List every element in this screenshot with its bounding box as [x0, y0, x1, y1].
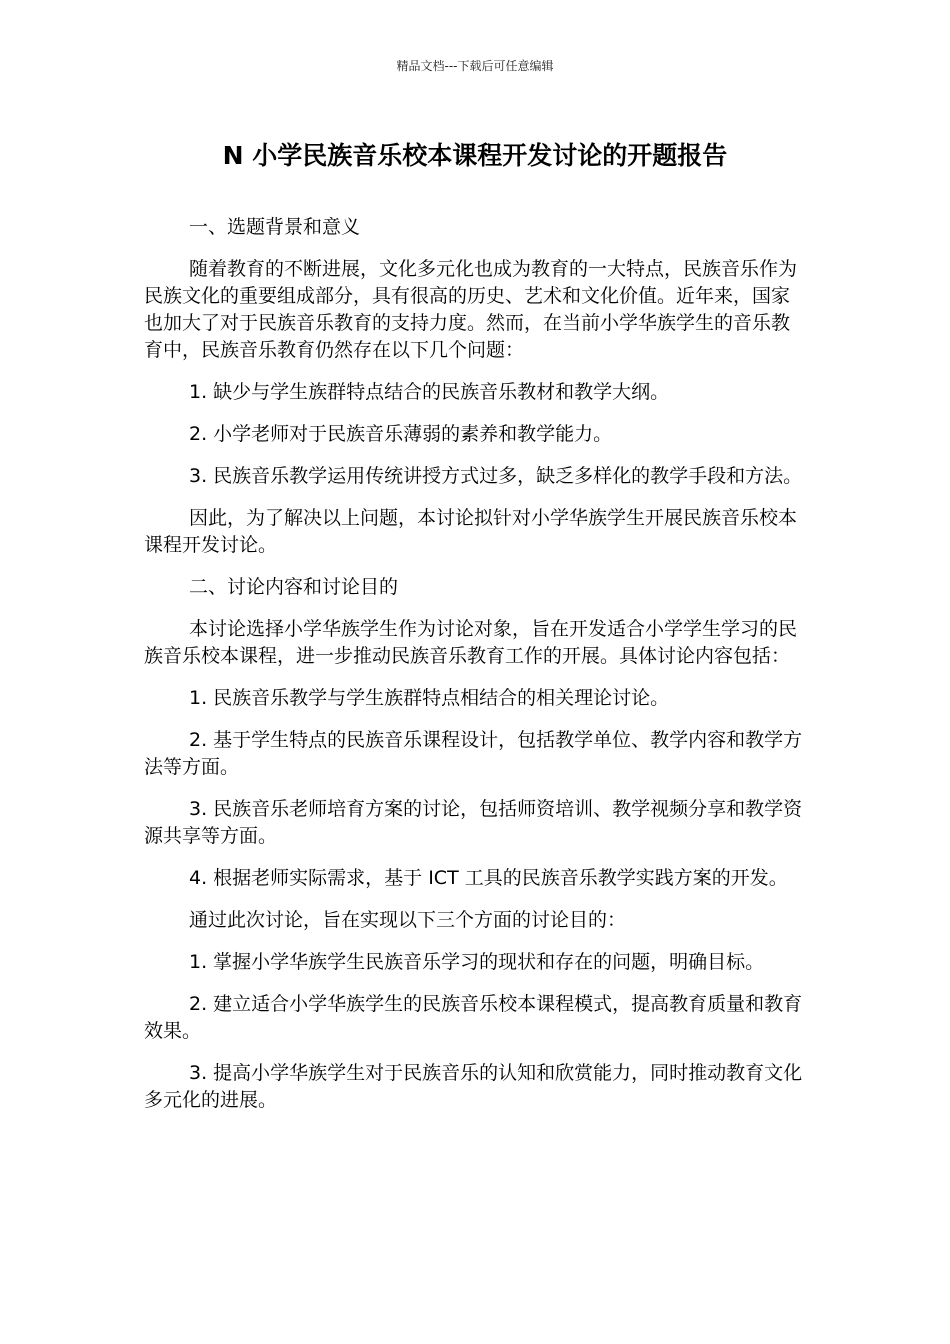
goal-item-3: 3. 提高小学华族学生对于民族音乐的认知和欣赏能力，同时推动教育文化多元化的进展。	[144, 1062, 803, 1111]
goal-item-1: 1. 掌握小学华族学生民族音乐学习的现状和存在的问题，明确目标。	[189, 951, 765, 973]
content-item-1: 1. 民族音乐教学与学生族群特点相结合的相关理论讨论。	[189, 687, 670, 709]
content-item-4: 4. 根据老师实际需求，基于 ICT 工具的民族音乐教学实践方案的开发。	[189, 867, 788, 889]
page-header: 精品文档---下载后可任意编辑	[396, 59, 554, 73]
problem-item-1: 1. 缺少与学生族群特点结合的民族音乐教材和教学大纲。	[189, 381, 670, 403]
paragraph-conclusion: 因此，为了解决以上问题，本讨论拟针对小学华族学生开展民族音乐校本课程开发讨论。	[144, 507, 798, 556]
paragraph-content-intro: 本讨论选择小学华族学生作为讨论对象，旨在开发适合小学学生学习的民族音乐校本课程，进一步推动民族音乐教育工作的开展。具体讨论内容包括：	[144, 618, 798, 667]
section-heading-background: 一、选题背景和意义	[189, 216, 361, 238]
section-heading-content: 二、讨论内容和讨论目的	[189, 576, 399, 598]
paragraph-background: 随着教育的不断进展，文化多元化也成为教育的一大特点，民族音乐作为民族文化的重要组成部分，具有很高的历史、艺术和文化价值。近年来，国家也加大了对于民族音乐教育的支持力度。然而，在当前小学华族学生的音乐教育中，民族音乐教育仍然存在以下几个问题：	[144, 258, 798, 361]
paragraph-goals-intro: 通过此次讨论，旨在实现以下三个方面的讨论目的：	[189, 909, 627, 931]
problem-item-2: 2. 小学老师对于民族音乐薄弱的素养和教学能力。	[189, 423, 613, 445]
content-item-2: 2. 基于学生特点的民族音乐课程设计，包括教学单位、教学内容和教学方法等方面。	[144, 729, 803, 778]
content-item-3: 3. 民族音乐老师培育方案的讨论，包括师资培训、教学视频分享和教学资源共享等方面。	[144, 798, 803, 847]
goal-item-2: 2. 建立适合小学华族学生的民族音乐校本课程模式，提高教育质量和教育效果。	[144, 993, 803, 1042]
document-title: N 小学民族音乐校本课程开发讨论的开题报告	[222, 141, 728, 170]
document-body	[144, 214, 804, 1129]
problem-item-3: 3. 民族音乐教学运用传统讲授方式过多，缺乏多样化的教学手段和方法。	[189, 465, 803, 487]
